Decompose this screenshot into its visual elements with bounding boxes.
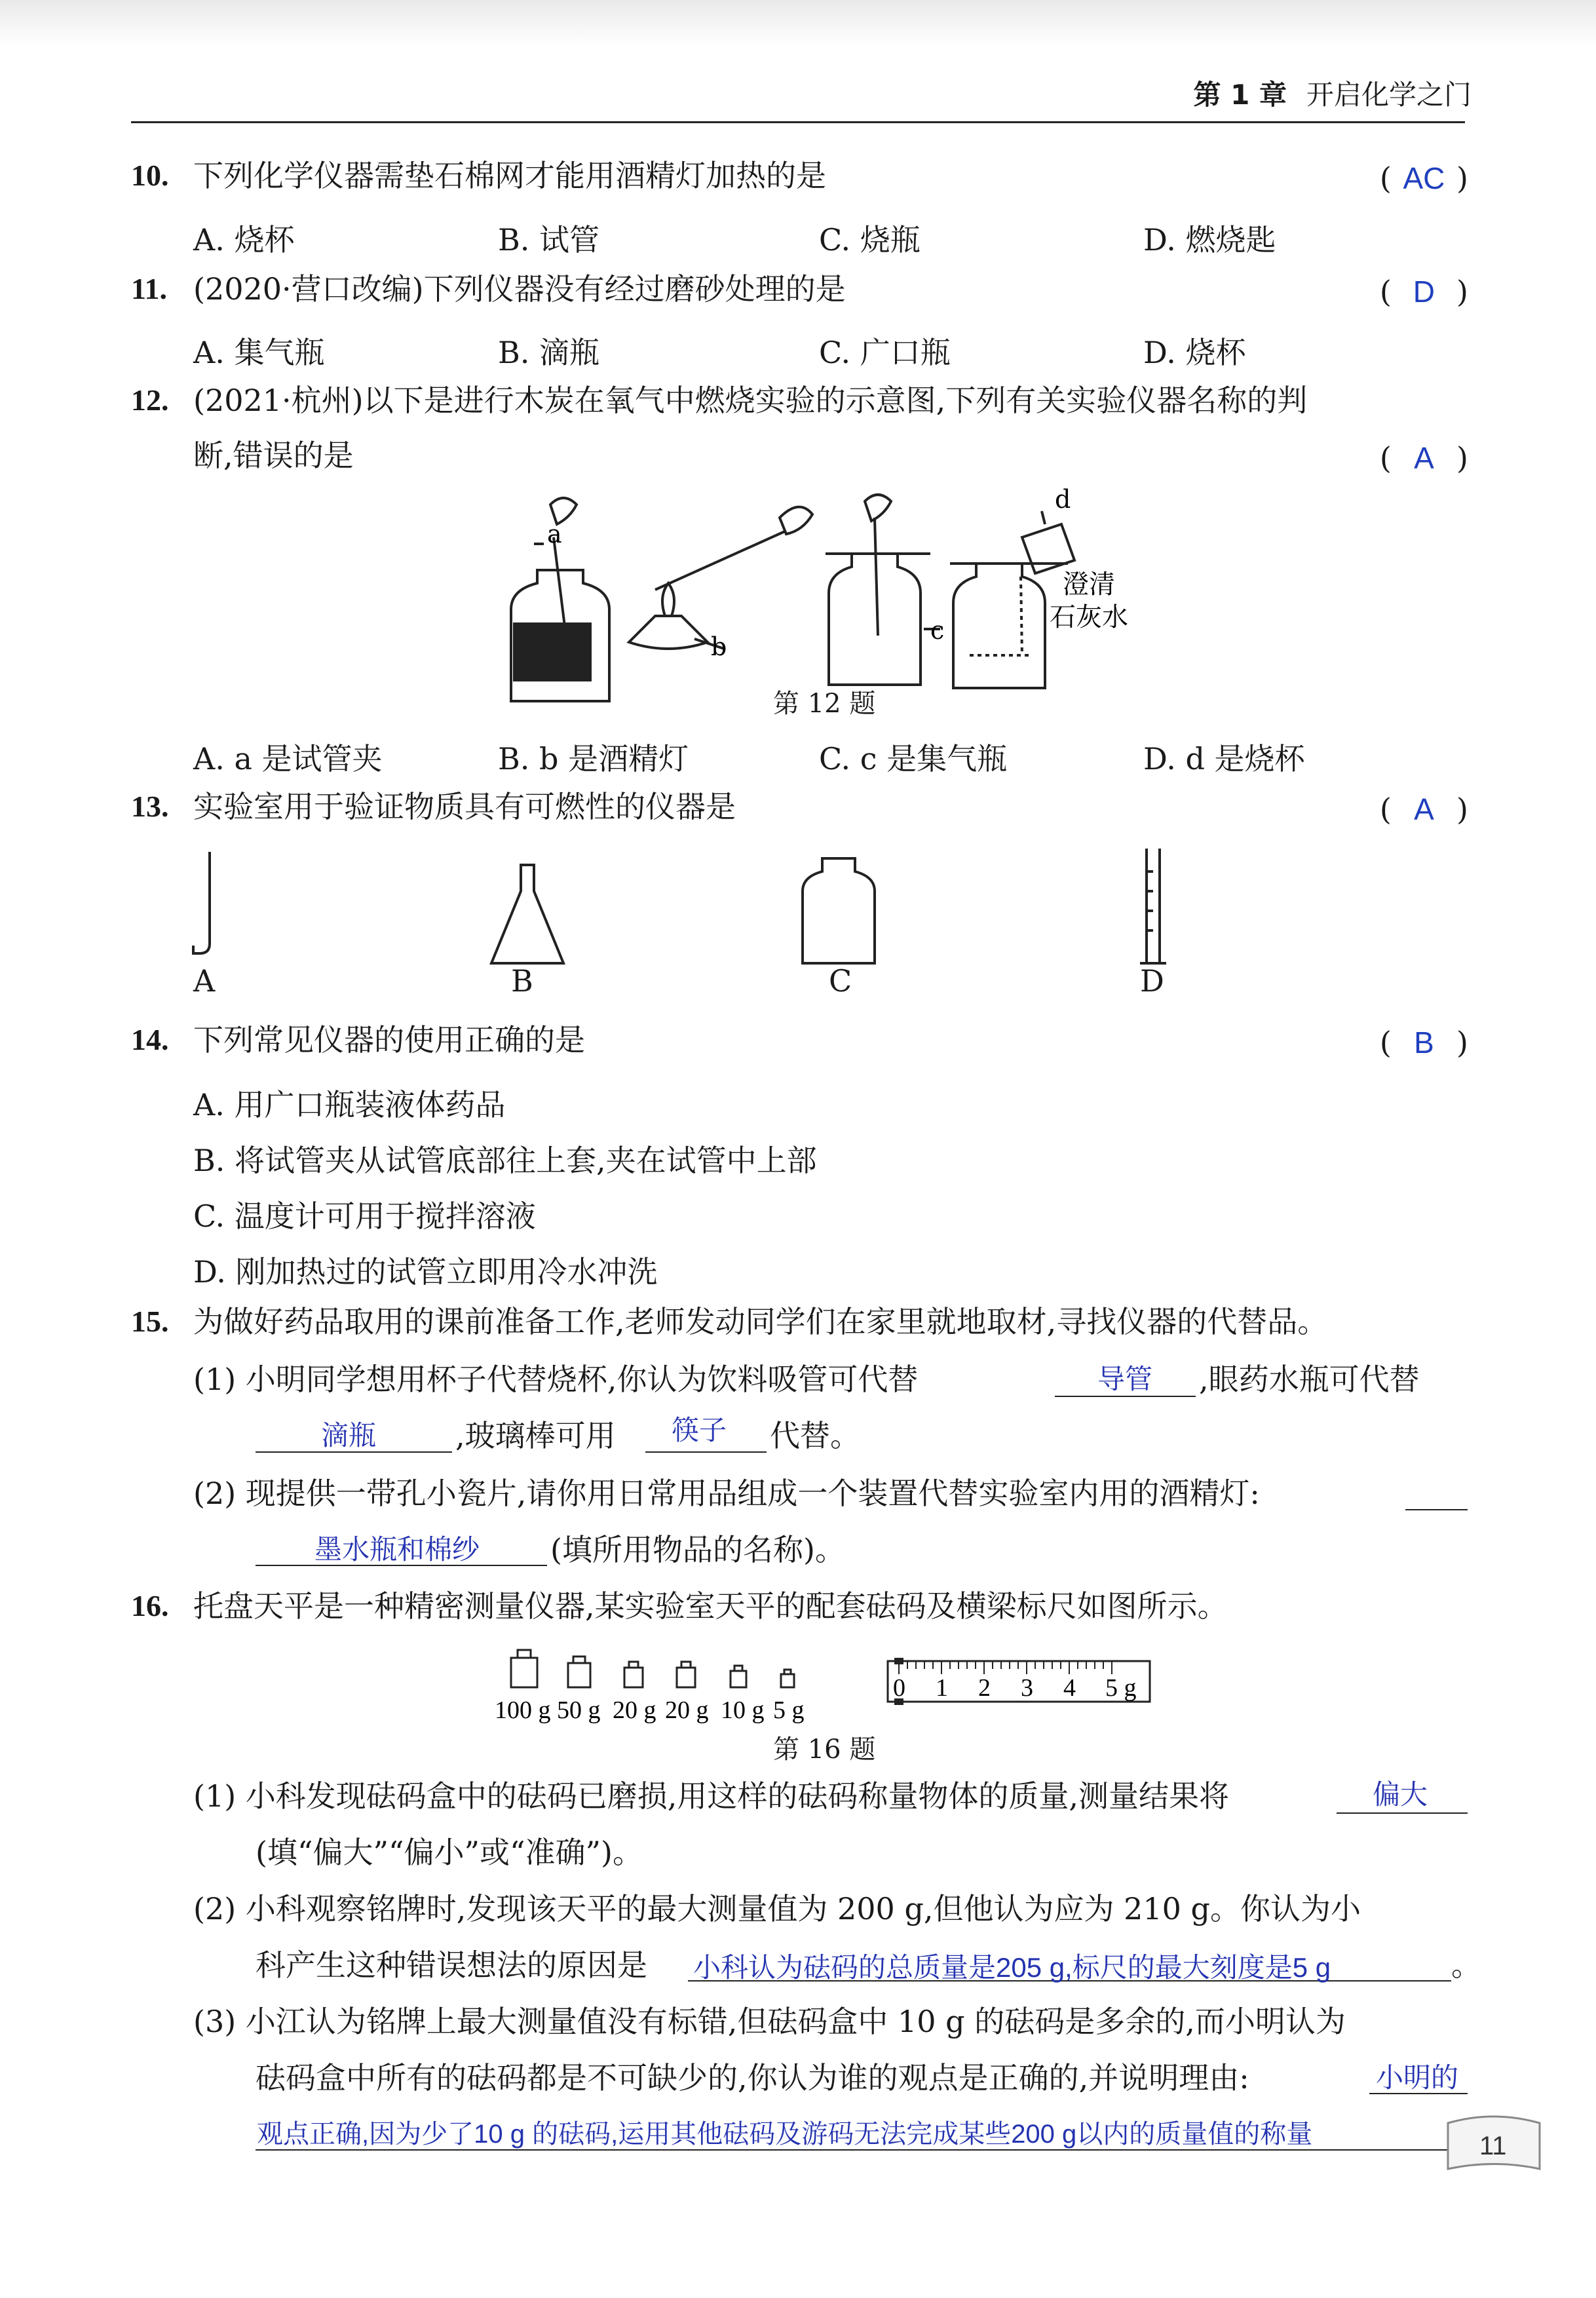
q12-option-b: B. b 是酒精灯 xyxy=(498,741,689,776)
q15-handwritten-2: 滴瓶 xyxy=(321,1420,377,1451)
q15-blank-4a xyxy=(1405,1509,1468,1510)
q10-stem: 下列化学仪器需垫石棉网才能用酒精灯加热的是 xyxy=(193,158,826,193)
q13-label-b: B xyxy=(511,963,533,999)
q10-answer-bracket: ( AC ) xyxy=(1379,161,1468,196)
header-rule xyxy=(131,121,1465,123)
q14-number: 14. xyxy=(131,1023,169,1056)
chapter-title: 开启化学之门 xyxy=(1306,79,1472,111)
weight-20g-2-icon xyxy=(677,1668,695,1687)
q16-stem: 托盘天平是一种精密测量仪器,某实验室天平的配套砝码及横梁标尺如图所示。 xyxy=(193,1588,1228,1624)
q13-number: 13. xyxy=(131,790,169,823)
q16-part1-a: (1) 小科发现砝码盒中的砝码已磨损,用这样的砝码称量物体的质量,测量结果将 xyxy=(193,1778,1230,1814)
q16-handwritten-1: 偏大 xyxy=(1373,1779,1428,1810)
weight-label-50g: 50 g xyxy=(557,1696,601,1724)
weight-label-20g: 20 g xyxy=(613,1696,656,1724)
scale-label-0: 0 xyxy=(893,1674,905,1702)
q13-stem: 实验室用于验证物质具有可燃性的仪器是 xyxy=(193,789,736,824)
q15-stem: 为做好药品取用的课前准备工作,老师发动同学们在家里就地取材,寻找仪器的代替品。 xyxy=(193,1304,1328,1339)
q10-number: 10. xyxy=(131,159,169,192)
scan-top-band xyxy=(0,0,1596,46)
q11-option-d: D. 烧杯 xyxy=(1143,335,1246,370)
q11-stem: (2020·营口改编)下列仪器没有经过磨砂处理的是 xyxy=(193,271,846,307)
label-b: b xyxy=(711,632,727,661)
alcohol-lamp-outline xyxy=(629,616,708,649)
q16-part3-b: 砝码盒中所有的砝码都是不可缺少的,你认为谁的观点是正确的,并说明理由: xyxy=(256,2060,1249,2096)
q16-handwritten-4: 观点正确,因为少了10 g 的砝码,运用其他砝码及游码无法完成某些200 g以内的质量值的称量 xyxy=(257,2120,1313,2149)
q16-handwritten-3: 小明的 xyxy=(1376,2062,1459,2093)
q16-part2-a: (2) 小科观察铭牌时,发现该天平的最大测量值为 200 g,但他认为应为 210 g。你认为小 xyxy=(193,1891,1361,1926)
q12-caption: 第 12 题 xyxy=(773,689,876,719)
weight-20g-icon xyxy=(624,1668,643,1687)
q16-blank-1 xyxy=(1337,1812,1468,1814)
q12-number: 12. xyxy=(131,383,169,417)
q11-answer-bracket: ( D ) xyxy=(1379,274,1468,309)
q16-handwritten-2: 小科认为砝码的总质量是205 g,标尺的最大刻度是5 g xyxy=(693,1952,1331,1983)
combustion-spoon-icon xyxy=(193,852,210,953)
label-limewater-2: 石灰水 xyxy=(1050,602,1128,632)
charcoal-fill xyxy=(513,622,592,681)
q14-option-d: D. 刚加热过的试管立即用冷水冲洗 xyxy=(193,1254,658,1290)
q14-option-a: A. 用广口瓶装液体药品 xyxy=(193,1087,506,1122)
weight-label-100g: 100 g xyxy=(495,1696,551,1724)
conical-flask-icon xyxy=(491,865,563,963)
q16-part1-b: (填“偏大”“偏小”或“准确”)。 xyxy=(256,1835,643,1870)
scale-label-2: 2 xyxy=(978,1674,991,1702)
q10-option-b: B. 试管 xyxy=(498,222,600,258)
q10-option-a: A. 烧杯 xyxy=(193,222,295,258)
q14-answer-bracket: ( B ) xyxy=(1379,1025,1468,1060)
scale-label-5: 5 g xyxy=(1105,1674,1137,1702)
q15-part1-c: ,玻璃棒可用 xyxy=(455,1418,616,1453)
running-header xyxy=(1194,73,1472,113)
q16-caption: 第 16 题 xyxy=(773,1734,876,1765)
q10-answer: AC xyxy=(1403,161,1445,195)
label-limewater-1: 澄清 xyxy=(1063,569,1115,600)
q14-option-c: C. 温度计可用于搅拌溶液 xyxy=(193,1198,536,1234)
q15-part2-a: (2) 现提供一带孔小瓷片,请你用日常用品组成一个装置代替实验室内用的酒精灯: xyxy=(193,1476,1260,1511)
page-number-badge xyxy=(1441,2103,1546,2175)
q16-number: 16. xyxy=(131,1589,169,1622)
q14-option-b: B. 将试管夹从试管底部往上套,夹在试管中上部 xyxy=(193,1143,817,1178)
q12-experiment-figure xyxy=(498,485,1153,688)
q12-option-c: C. c 是集气瓶 xyxy=(819,741,1008,776)
weight-10g-icon xyxy=(731,1671,746,1687)
q13-answer: A xyxy=(1414,792,1434,826)
q12-stem-line2: 断,错误的是 xyxy=(193,438,354,473)
reagent-bottle-icon xyxy=(803,858,875,963)
q15-part1-b: ,眼药水瓶可代替 xyxy=(1199,1362,1420,1397)
q15-part1-d: 代替。 xyxy=(770,1418,860,1453)
q15-part2-b: (填所用物品的名称)。 xyxy=(550,1532,845,1567)
q16-part2-b: 科产生这种错误想法的原因是 xyxy=(256,1947,647,1983)
flask-outline xyxy=(953,564,1045,688)
gas-jar-outline xyxy=(829,554,921,685)
tongs-b xyxy=(655,531,786,590)
scale-label-3: 3 xyxy=(1021,1674,1033,1702)
weight-5g-icon xyxy=(781,1674,794,1687)
q14-answer: B xyxy=(1414,1025,1434,1060)
q12-answer: A xyxy=(1414,441,1434,475)
q10-option-d: D. 燃烧匙 xyxy=(1143,222,1276,258)
q15-number: 15. xyxy=(131,1305,169,1338)
q16-part2-c: 。 xyxy=(1451,1947,1481,1983)
q12-answer-bracket: ( A ) xyxy=(1379,440,1468,476)
q15-part1-a: (1) 小明同学想用杯子代替烧杯,你认为饮料吸管可代替 xyxy=(193,1362,919,1397)
scale-ticks xyxy=(899,1661,1112,1674)
q15-blank-3 xyxy=(645,1451,767,1453)
tongs-c xyxy=(875,518,878,636)
weight-label-10g: 10 g xyxy=(721,1696,765,1724)
q10-option-c: C. 烧瓶 xyxy=(819,222,921,258)
q11-option-c: C. 广口瓶 xyxy=(819,335,951,370)
q11-option-a: A. 集气瓶 xyxy=(193,335,325,370)
scale-label-1: 1 xyxy=(936,1674,948,1702)
q13-answer-bracket: ( A ) xyxy=(1379,792,1468,827)
hand-3-icon xyxy=(865,495,891,521)
q15-handwritten-3: 筷子 xyxy=(672,1415,727,1446)
weight-50g-icon xyxy=(568,1663,590,1687)
q13-label-c: C xyxy=(829,963,852,999)
chapter-number: 第 1 章 xyxy=(1193,79,1287,111)
measuring-cylinder-icon xyxy=(1147,849,1160,963)
q12-option-a: A. a 是试管夹 xyxy=(193,741,383,776)
q16-part3-a: (3) 小江认为铭牌上最大测量值没有标错,但砝码盒中 10 g 的砝码是多余的,而小明认为 xyxy=(193,2004,1346,2039)
q11-option-b: B. 滴瓶 xyxy=(498,335,600,370)
q12-option-d: D. d 是烧杯 xyxy=(1143,741,1305,776)
q14-stem: 下列常见仪器的使用正确的是 xyxy=(193,1022,585,1058)
flame-icon xyxy=(662,583,674,616)
hand-2-icon xyxy=(780,507,812,534)
q11-answer: D xyxy=(1413,275,1435,309)
weight-label-20g-2: 20 g xyxy=(665,1696,709,1724)
scale-label-4: 4 xyxy=(1063,1674,1076,1702)
label-c: c xyxy=(930,616,945,645)
q13-label-a: A xyxy=(193,963,216,999)
q15-handwritten-4: 墨水瓶和棉纱 xyxy=(314,1534,480,1565)
q11-number: 11. xyxy=(131,272,167,305)
q13-label-d: D xyxy=(1140,963,1164,999)
weight-label-5g: 5 g xyxy=(773,1696,805,1724)
q15-handwritten-1: 导管 xyxy=(1097,1364,1153,1394)
label-d: d xyxy=(1055,485,1071,514)
beaker-d-outline xyxy=(1022,524,1074,573)
weight-100g-icon xyxy=(511,1658,537,1687)
label-a: a xyxy=(547,520,562,548)
q16-weights-figure xyxy=(495,1638,1163,1723)
q13-instruments-figure xyxy=(183,845,1232,976)
q12-stem-line1: (2021·杭州)以下是进行木炭在氧气中燃烧实验的示意图,下列有关实验仪器名称的判 xyxy=(193,383,1308,418)
page-number: 11 xyxy=(1479,2132,1507,2160)
